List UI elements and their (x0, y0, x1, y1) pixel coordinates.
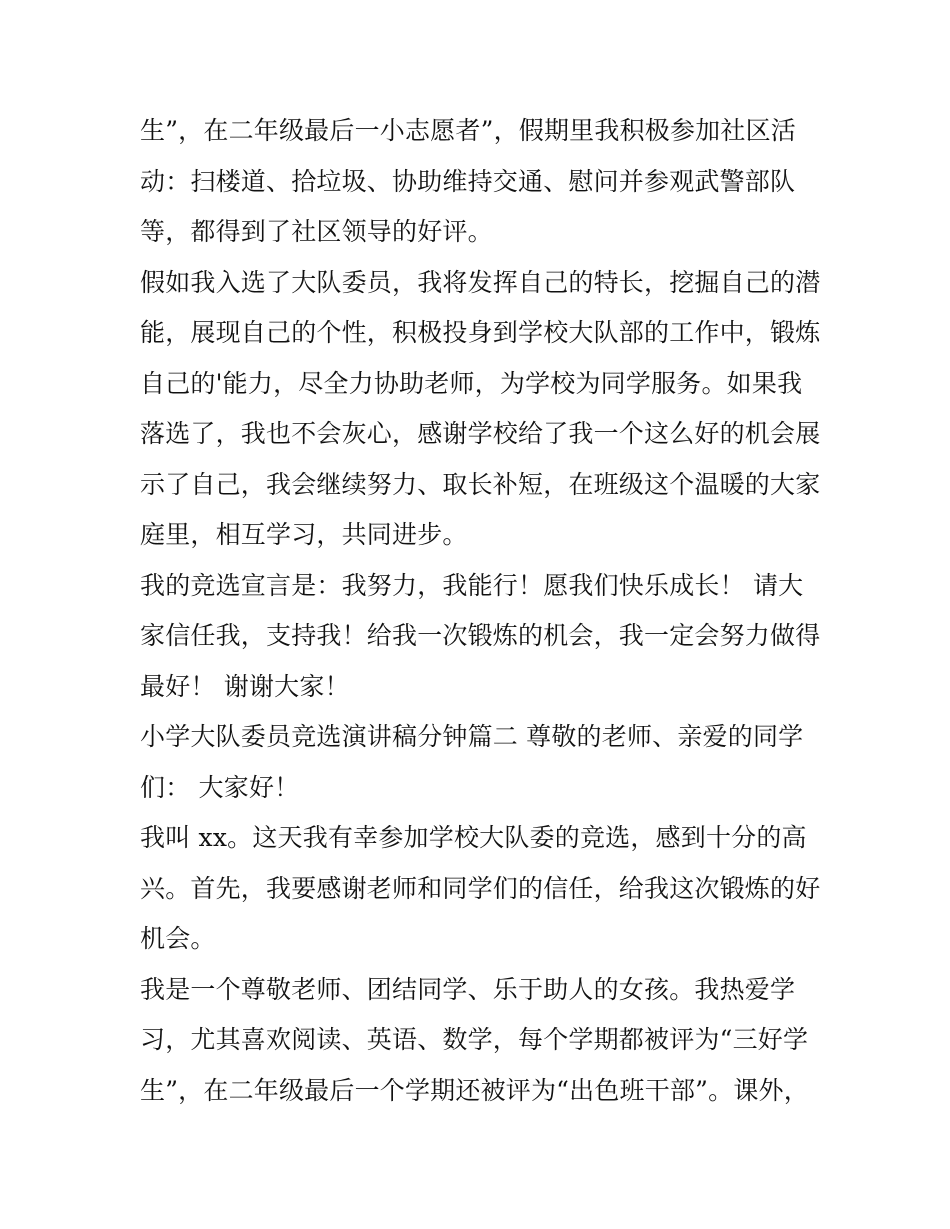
text-line: 能，展现自己的个性，积极投身到学校大队部的工作中，锻炼 (140, 318, 821, 347)
text-line: 庭里，相互学习，共同进步。 (140, 520, 468, 549)
text-line: 家信任我，支持我！给我一次锻炼的机会，我一定会努力做得 (140, 621, 821, 650)
text-line: 最好！ 谢谢大家！ (140, 671, 350, 701)
text-line: 我是一个尊敬老师、团结同学、乐于助人的女孩。我热爱学 (140, 974, 796, 1004)
text-line: 们： 大家好！ (140, 772, 300, 802)
text-line: 示了自己，我会继续努力、取长补短，在班级这个温暖的大家 (140, 469, 821, 499)
text-line: 小学大队委员竞选演讲稿分钟篇二 尊敬的老师、亲爱的同学 (140, 722, 804, 751)
text-line: 生”，在二年级最后一个学期还被评为“出色班干部”。课外， (140, 1075, 809, 1105)
text-line: 习，尤其喜欢阅读、英语、数学，每个学期都被评为“三好学 (140, 1025, 809, 1054)
text-line: 动：扫楼道、拾垃圾、协助维持交通、慰问并参观武警部队 (140, 166, 796, 196)
text-line: 生”，在二年级最后一小志愿者”，假期里我积极参加社区活 (140, 116, 796, 145)
text-line: 自己的'能力，尽全力协助老师，为学校为同学服务。如果我 (140, 368, 803, 398)
text-line: 等，都得到了社区领导的好评。 (140, 217, 493, 246)
text-line: 机会。 (140, 924, 216, 953)
text-line: 落选了，我也不会灰心，感谢学校给了我一个这么好的机会展 (140, 419, 821, 448)
text-line: 假如我入选了大队委员，我将发挥自己的特长，挖掘自己的潜 (140, 267, 821, 297)
text-line: 我的竞选宣言是：我努力，我能行！愿我们快乐成长！ 请大 (140, 570, 804, 600)
text-line: 我叫 xx。这天我有幸参加学校大队委的竞选，感到十分的高 (140, 823, 807, 852)
document-body (140, 106, 830, 1116)
text-line: 兴。首先，我要感谢老师和同学们的信任，给我这次锻炼的好 (140, 873, 821, 903)
